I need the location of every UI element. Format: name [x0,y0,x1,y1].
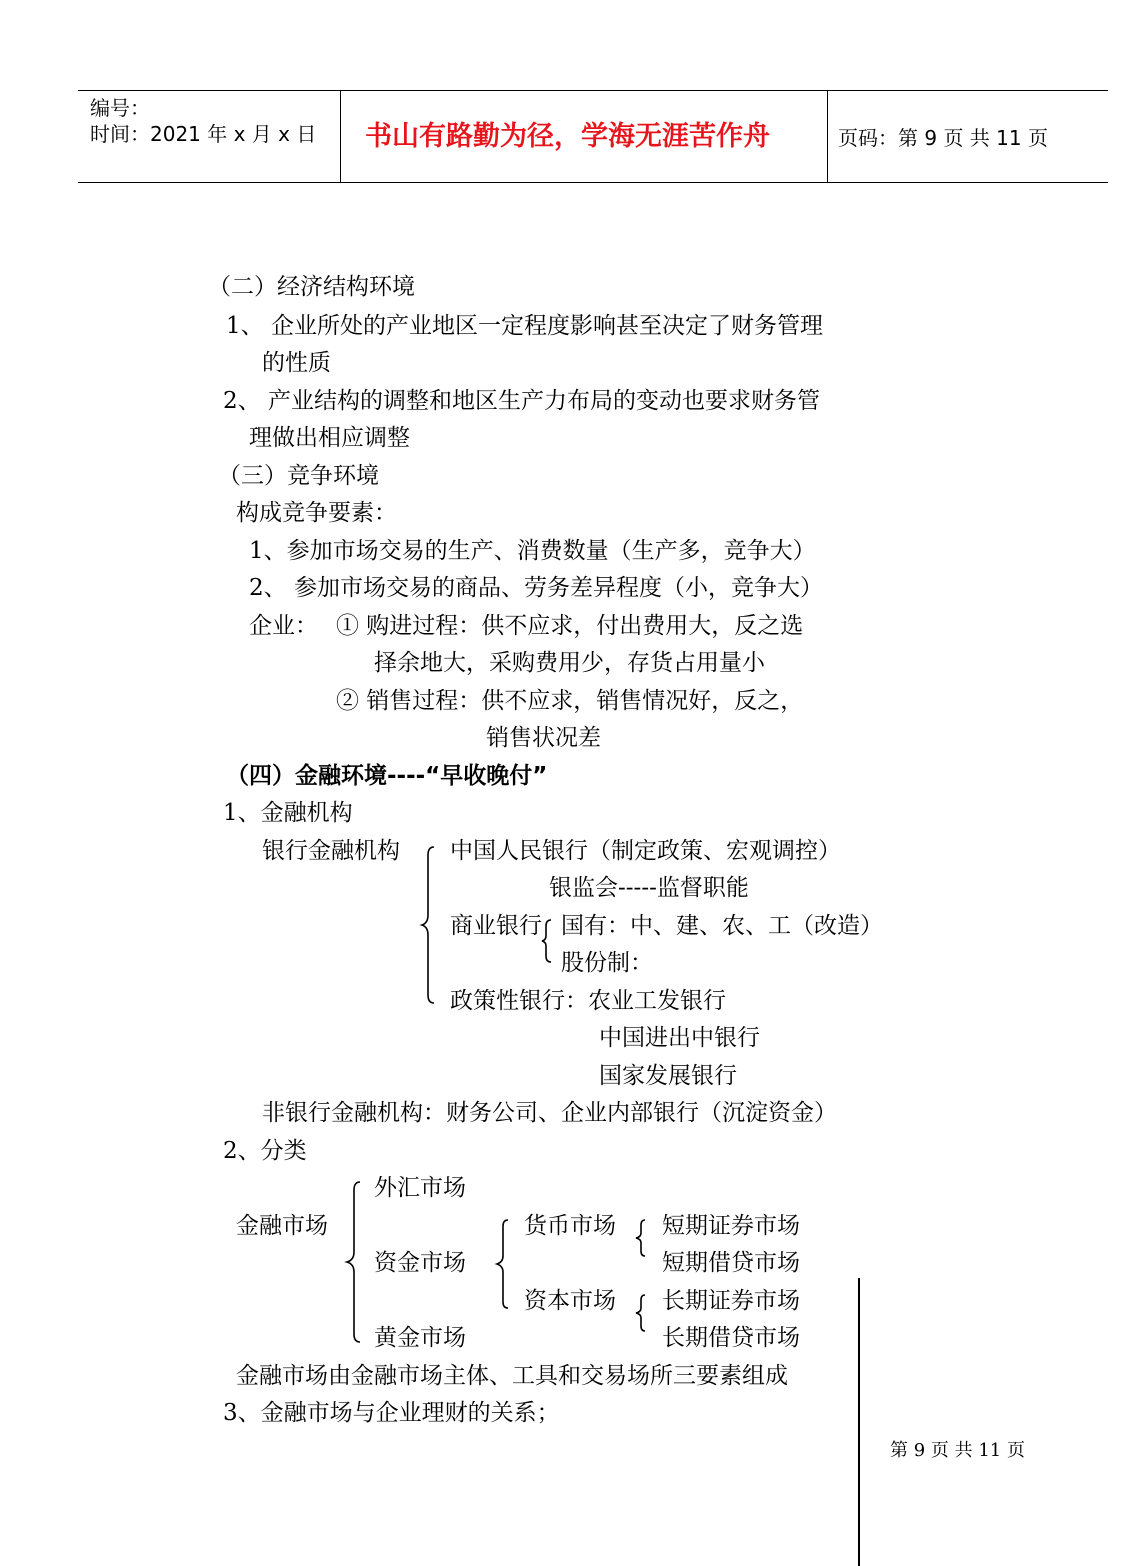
bank-institutions-label: 银行金融机构 [262,838,400,864]
forex-market: 外汇市场 [374,1175,466,1201]
header-top-rule [78,90,1108,91]
section-4-title: （四）金融环境----“早收晚付” [226,763,548,789]
section-2-item-2-cont: 理做出相应调整 [249,425,410,451]
header-bottom-rule [78,182,1108,183]
short-term-loan-market: 短期借贷市场 [662,1250,800,1276]
section-2-title: （二）经济结构环境 [208,274,415,300]
header-motto: 书山有路勤为径，学海无涯苦作舟 [365,121,770,152]
commercial-bank: 商业银行 [450,913,542,939]
policy-bank-2: 中国进出中银行 [599,1025,760,1051]
header-divider-left [340,90,341,182]
pboc: 中国人民银行（制定政策、宏观调控） [450,838,841,864]
section-3-enterprise-1-cont: 择余地大，采购费用少，存货占用量小 [374,650,765,676]
section-3-item-2: 2、 参加市场交易的商品、劳务差异程度（小，竞争大） [249,575,823,601]
section-2-item-1: 1、 企业所处的产业地区一定程度影响甚至决定了财务管理 [226,313,823,339]
header-time: 时间：2021 年 x 月 x 日 [90,122,317,146]
bank-institutions-brace [420,845,440,1005]
long-term-loan-market: 长期借贷市场 [662,1325,800,1351]
margin-vertical-rule [858,1278,860,1566]
non-bank-institutions: 非银行金融机构：财务公司、企业内部银行（沉淀资金） [262,1100,837,1126]
policy-bank-3: 国家发展银行 [599,1063,737,1089]
section-4-item-3: 3、金融市场与企业理财的关系； [223,1400,560,1426]
funds-market-brace [494,1218,512,1310]
joint-stock-banks: 股份制： [561,950,653,976]
header-number: 编号： [90,96,150,120]
capital-market-brace [634,1293,648,1333]
section-3-subtitle: 构成竞争要素： [236,500,397,526]
money-market-brace [634,1218,648,1258]
header-page-info: 页码：第 9 页 共 11 页 [838,126,1048,150]
cbrc: 银监会-----监督职能 [549,875,749,901]
financial-market-brace [344,1180,364,1344]
section-2-item-2: 2、 产业结构的调整和地区生产力布局的变动也要求财务管 [223,388,820,414]
funds-market: 资金市场 [374,1250,466,1276]
footer-page-number: 第 9 页 共 11 页 [890,1440,1025,1461]
policy-banks: 政策性银行：农业工发银行 [450,988,726,1014]
gold-market: 黄金市场 [374,1325,466,1351]
section-3-enterprise-2: ② 销售过程：供不应求，销售情况好，反之， [336,688,804,714]
section-4-item-1: 1、金融机构 [223,800,353,826]
money-market: 货币市场 [524,1213,616,1239]
section-3-item-1: 1、参加市场交易的生产、消费数量（生产多，竞争大） [249,538,816,564]
state-owned-banks: 国有：中、建、农、工（改造） [561,913,883,939]
short-term-securities-market: 短期证券市场 [662,1213,800,1239]
commercial-bank-brace [540,918,554,964]
financial-market-label: 金融市场 [236,1213,328,1239]
section-2-item-1-cont: 的性质 [262,350,331,376]
capital-market: 资本市场 [524,1288,616,1314]
section-4-item-2: 2、分类 [223,1138,307,1164]
long-term-securities-market: 长期证券市场 [662,1288,800,1314]
section-3-title: （三）竞争环境 [218,463,379,489]
section-3-enterprise-2-cont: 销售状况差 [486,725,601,751]
header-divider-right [827,90,828,182]
section-3-enterprise-label: 企业： [249,613,318,639]
market-elements: 金融市场由金融市场主体、工具和交易场所三要素组成 [236,1363,788,1389]
section-3-enterprise-1: ① 购进过程：供不应求，付出费用大，反之选 [336,613,804,639]
